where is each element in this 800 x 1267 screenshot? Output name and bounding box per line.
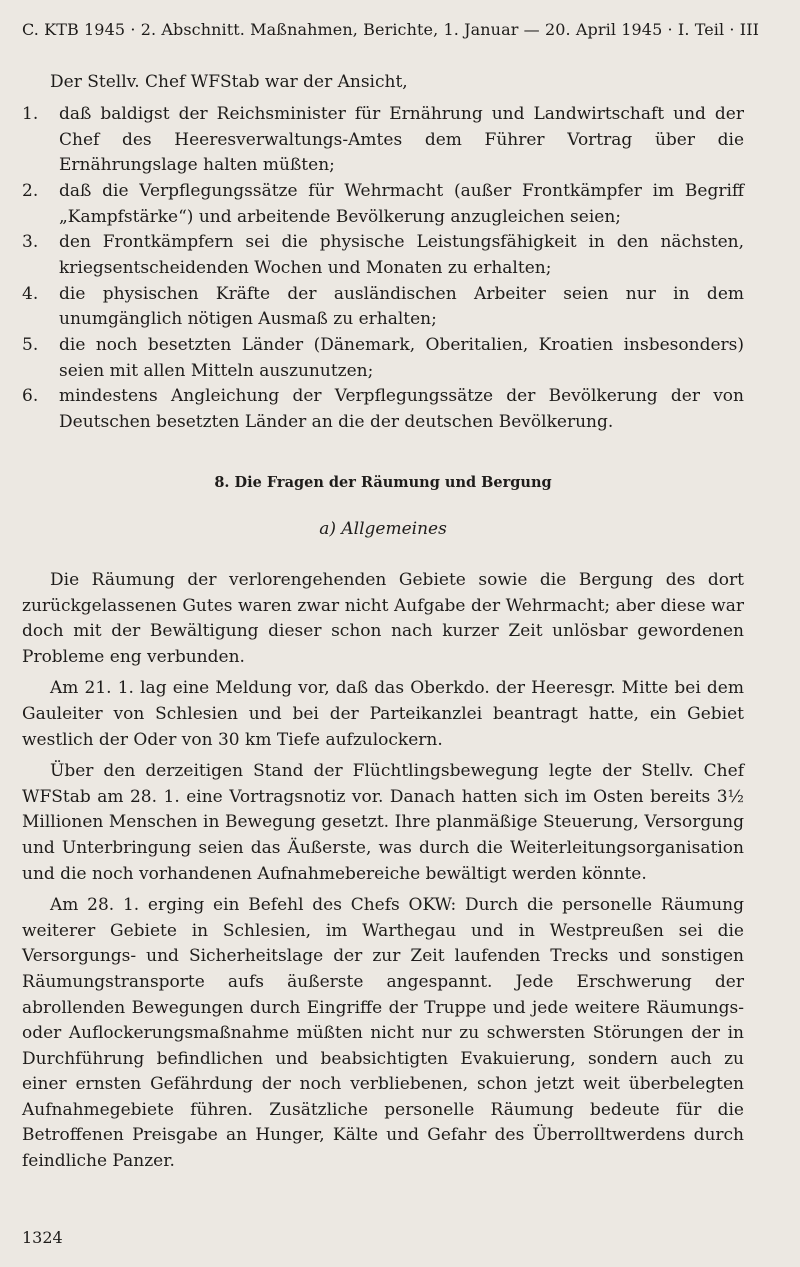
- list-number: 6.: [22, 386, 39, 407]
- numbered-list: [22, 102, 744, 436]
- page-number: 1324: [22, 1228, 63, 1247]
- running-head: C. KTB 1945 · 2. Abschnitt. Maßnahmen, Berichte, 1. Januar — 20. April 1945 · I. Teil · III: [22, 20, 760, 39]
- list-number: 5.: [22, 335, 39, 356]
- list-text: daß die Verpflegungssätze für Wehrmacht (außer Frontkämpfer im Begriff „Kampfstärke“) und arbeitende Bevölkerung anzugleichen seien;: [59, 180, 744, 227]
- list-number: 1.: [22, 104, 39, 124]
- list-item: [22, 179, 744, 230]
- paragraph: Am 21. 1. lag eine Meldung vor, daß das Oberkdo. der Heeresgr. Mitte bei dem Gauleiter von Schlesien und bei der Parteikanzlei beantragt hatte, ein Gebiet westlich der Oder von 30 km Tiefe aufzulockern.: [22, 678, 744, 750]
- list-number: 4.: [22, 283, 39, 304]
- list-number: 2.: [22, 180, 39, 201]
- list-item: [22, 384, 744, 435]
- paragraph: Die Räumung der verlorengehenden Gebiete sowie die Bergung des dort zurückgelassenen Gutes waren zwar nicht Aufgabe der Wehrmacht; aber diese war doch mit der Bewältigung dieser schon nach kurzer Zeit unlösbar gewordenen Probleme eng verbunden.: [22, 570, 744, 667]
- list-number: 3.: [22, 232, 39, 253]
- list-item: [22, 102, 744, 179]
- list-item: [22, 333, 744, 384]
- list-text: den Frontkämpfern sei die physische Leistungsfähigkeit in den nächsten, kriegsentscheidenden Wochen und Monaten zu erhalten;: [59, 232, 744, 278]
- paragraph: Über den derzeitigen Stand der Flüchtlingsbewegung legte der Stellv. Chef WFStab am 28. 1. eine Vortragsnotiz vor. Danach hatten sich im Osten bereits 3½ Millionen Menschen in Bewegung gesetzt. Ihre planmäßige Steuerung, Versorgung und Unterbringung seien das Äußerste, was durch die Weiterleitungsorganisation und die noch vorhandenen Aufnahmebereiche bewältigt werden könnte.: [22, 761, 744, 884]
- intro-line: Der Stellv. Chef WFStab war der Ansicht,: [50, 72, 408, 92]
- paragraph: Am 28. 1. erging ein Befehl des Chefs OKW: Durch die personelle Räumung weiterer Gebiete in Schlesien, im Warthegau und in Westpreußen sei die Versorgungs- und Sicherheitslage der zur Zeit laufenden Trecks und sonstigen Räumungstransporte aufs äußerste angespannt. Jede Erschwerung der abrollenden Bewegungen durch Eingriffe der Truppe und jede weitere Räumungs- oder Auflockerungsmaßnahme müßten nicht nur zu schwersten Störungen der in Durchführung befindlichen und beabsichtigten Evakuierung, sondern auch zu einer ernsten Gefährdung der noch verbliebenen, schon jetzt weit überbelegten Aufnahmegebiete führen. Zusätzliche personelle Räumung bedeute für die Betroffenen Preisgabe an Hunger, Kälte und Gefahr des Überrolltwerdens durch feindliche Panzer.: [22, 895, 744, 1172]
- list-text: mindestens Angleichung der Verpflegungssätze der Bevölkerung der von Deutschen besetzten Länder an die der deutschen Bevölkerung.: [59, 386, 744, 433]
- list-item: [22, 282, 744, 333]
- list-item: [22, 230, 744, 281]
- list-text: die noch besetzten Länder (Dänemark, Oberitalien, Kroatien insbesonders) seien mit allen Mitteln auszunutzen;: [59, 335, 744, 381]
- section-subtitle: a) Allgemeines: [319, 519, 447, 539]
- list-text: daß baldigst der Reichsminister für Ernährung und Landwirtschaft und der Chef des Heeresverwaltungs-Amtes dem Führer Vortrag über die Ernährungslage halten müßten;: [59, 104, 744, 176]
- body-text: [22, 568, 744, 1175]
- list-text: die physischen Kräfte der ausländischen Arbeiter seien nur in dem unumgänglich nötigen Ausmaß zu erhalten;: [59, 283, 744, 330]
- section-title: 8. Die Fragen der Räumung und Bergung: [214, 474, 552, 491]
